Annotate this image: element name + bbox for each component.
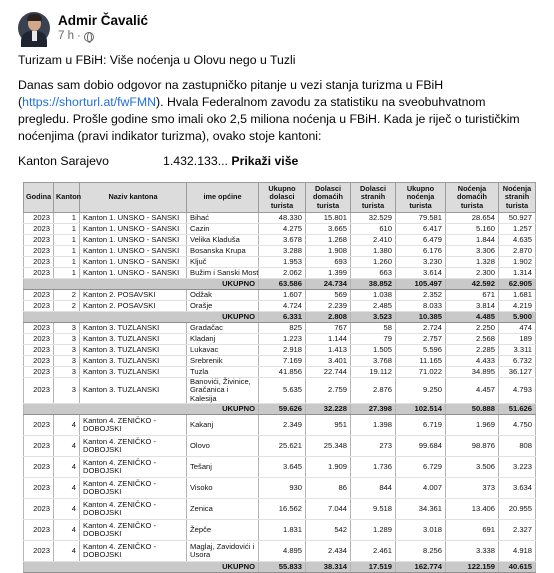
table-total-row: [24, 404, 536, 415]
table-cell: Kanton 1. UNSKO - SANSKI: [80, 235, 187, 246]
table-cell: 1.831: [259, 520, 306, 541]
table-cell: 4: [54, 499, 80, 520]
table-cell: Bosanska Krupa: [187, 246, 259, 257]
total-label: UKUPNO: [24, 404, 259, 415]
table-cell: 1.260: [351, 257, 396, 268]
table-cell: Kanton 1. UNSKO - SANSKI: [80, 268, 187, 279]
table-cell: 1.038: [351, 290, 396, 301]
table-cell: 36.127: [499, 367, 536, 378]
table-cell: 1.144: [306, 334, 351, 345]
total-cell: 32.228: [306, 404, 351, 415]
table-cell: 15.801: [306, 213, 351, 224]
table-cell: 99.684: [396, 436, 446, 457]
total-cell: 2.808: [306, 312, 351, 323]
table-cell: 2023: [24, 334, 54, 345]
table-cell: 2.759: [306, 378, 351, 404]
total-cell: 42.592: [446, 279, 499, 290]
total-cell: 5.900: [499, 312, 536, 323]
table-cell: 1.908: [306, 246, 351, 257]
table-cell: Kanton 4. ZENIČKO - DOBOJSKI: [80, 478, 187, 499]
table-cell: 3.814: [446, 301, 499, 312]
table-cell: 2023: [24, 378, 54, 404]
table-cell: 1.398: [351, 415, 396, 436]
table-cell: Visoko: [187, 478, 259, 499]
table-cell: 5.160: [446, 224, 499, 235]
table-body: [24, 213, 536, 573]
total-cell: 3.523: [351, 312, 396, 323]
see-more-link[interactable]: Prikaži više: [231, 154, 299, 168]
table-total-row: [24, 312, 536, 323]
table-row: [24, 224, 536, 235]
table-cell: Kanton 2. POSAVSKI: [80, 301, 187, 312]
total-cell: 50.888: [446, 404, 499, 415]
table-cell: 3: [54, 367, 80, 378]
table-cell: 7.169: [259, 356, 306, 367]
table-row: [24, 436, 536, 457]
author-block: [58, 12, 148, 44]
total-cell: 38.314: [306, 562, 351, 573]
table-row: [24, 246, 536, 257]
table-cell: 2: [54, 301, 80, 312]
table-cell: 3.678: [259, 235, 306, 246]
table-cell: 4: [54, 541, 80, 562]
table-cell: 3.018: [396, 520, 446, 541]
table-cell: 3: [54, 345, 80, 356]
table-cell: 2023: [24, 367, 54, 378]
table-cell: 2023: [24, 224, 54, 235]
table-cell: 3.634: [499, 478, 536, 499]
table-cell: 3.338: [446, 541, 499, 562]
table-cell: Kanton 3. TUZLANSKI: [80, 378, 187, 404]
table-header-cell: Ukupno noćenja turista: [396, 183, 446, 213]
table-cell: 1.328: [446, 257, 499, 268]
table-cell: 34.361: [396, 499, 446, 520]
table-cell: 41.856: [259, 367, 306, 378]
table-header-row: [24, 183, 536, 213]
table-row: [24, 345, 536, 356]
table-cell: 1.505: [351, 345, 396, 356]
table-cell: 1.681: [499, 290, 536, 301]
table-cell: 48.330: [259, 213, 306, 224]
table-cell: 4.635: [499, 235, 536, 246]
total-cell: 102.514: [396, 404, 446, 415]
table-cell: 4.793: [499, 378, 536, 404]
table-cell: 1.289: [351, 520, 396, 541]
table-cell: 6.417: [396, 224, 446, 235]
post-text: [18, 52, 538, 170]
table-cell: 3: [54, 334, 80, 345]
total-cell: 6.331: [259, 312, 306, 323]
table-cell: Velika Kladuša: [187, 235, 259, 246]
table-cell: 2.870: [499, 246, 536, 257]
table-header-cell: Godina: [24, 183, 54, 213]
table-cell: 4.007: [396, 478, 446, 499]
table-cell: 4.219: [499, 301, 536, 312]
table-cell: 3.306: [446, 246, 499, 257]
table-cell: Kanton 3. TUZLANSKI: [80, 334, 187, 345]
table-row: [24, 257, 536, 268]
table-cell: 2.250: [446, 323, 499, 334]
table-cell: 930: [259, 478, 306, 499]
table-row: [24, 541, 536, 562]
table-cell: Kanton 3. TUZLANSKI: [80, 345, 187, 356]
table-cell: Kanton 1. UNSKO - SANSKI: [80, 246, 187, 257]
table-header-cell: Dolasci domaćih turista: [306, 183, 351, 213]
table-cell: 8.033: [396, 301, 446, 312]
table-cell: 2.300: [446, 268, 499, 279]
table-cell: Kanton 1. UNSKO - SANSKI: [80, 257, 187, 268]
table-cell: 28.654: [446, 213, 499, 224]
table-row: [24, 457, 536, 478]
table-cell: 7.044: [306, 499, 351, 520]
table-cell: Kanton 4. ZENIČKO - DOBOJSKI: [80, 415, 187, 436]
table-cell: 2023: [24, 457, 54, 478]
table-cell: 273: [351, 436, 396, 457]
table-row: [24, 301, 536, 312]
table-cell: 2.876: [351, 378, 396, 404]
table-row: [24, 378, 536, 404]
table-cell: 1.844: [446, 235, 499, 246]
table-cell: 9.250: [396, 378, 446, 404]
table-cell: 2.352: [396, 290, 446, 301]
table-cell: 32.529: [351, 213, 396, 224]
table-cell: 86: [306, 478, 351, 499]
table-cell: 3: [54, 323, 80, 334]
table-row: [24, 356, 536, 367]
total-label: UKUPNO: [24, 312, 259, 323]
table-cell: 610: [351, 224, 396, 235]
table-cell: Banovići, Živinice, Gračanica i Kalesija: [187, 378, 259, 404]
table-cell: 2023: [24, 246, 54, 257]
table-cell: 2.568: [446, 334, 499, 345]
table-cell: 58: [351, 323, 396, 334]
table-cell: 2023: [24, 257, 54, 268]
table-cell: Ključ: [187, 257, 259, 268]
table-cell: 1.223: [259, 334, 306, 345]
table-cell: 2023: [24, 290, 54, 301]
total-cell: 105.497: [396, 279, 446, 290]
post-photo[interactable]: [18, 178, 536, 572]
table-cell: 767: [306, 323, 351, 334]
table-cell: 6.176: [396, 246, 446, 257]
table-cell: 71.022: [396, 367, 446, 378]
table-cell: 1.413: [306, 345, 351, 356]
table-cell: 2.239: [306, 301, 351, 312]
paragraph-rest: ). Hvala Federalnom zavodu za statistiku na sveobuhvatnom pregledu. Prošle godine smo imali oko 2,5 miliona noćenja u FBiH. Kada je riječ o turističkim noćenjima (pravi indikator turizma), ovako stoje kantoni:: [18, 95, 520, 143]
table-cell: 4.457: [446, 378, 499, 404]
table-cell: 2.724: [396, 323, 446, 334]
author-name[interactable]: Admir Čavalić: [58, 13, 149, 28]
shorturl-link[interactable]: https://shorturl.at/fwFMN: [22, 95, 157, 109]
table-cell: 4: [54, 520, 80, 541]
table-cell: 3.230: [396, 257, 446, 268]
table-cell: 22.744: [306, 367, 351, 378]
table-cell: 1.736: [351, 457, 396, 478]
table-cell: 2: [54, 290, 80, 301]
table-cell: 1: [54, 224, 80, 235]
table-row: [24, 334, 536, 345]
table-cell: Gradačac: [187, 323, 259, 334]
post-time[interactable]: 7 h: [58, 30, 74, 42]
table-cell: 1.399: [306, 268, 351, 279]
table-header-cell: Ukupno dolasci turista: [259, 183, 306, 213]
table-cell: 1.314: [499, 268, 536, 279]
table-cell: 2.062: [259, 268, 306, 279]
total-label: UKUPNO: [24, 279, 259, 290]
table-cell: 2.349: [259, 415, 306, 436]
table-cell: 2.757: [396, 334, 446, 345]
total-cell: 40.615: [499, 562, 536, 573]
table-cell: 4: [54, 436, 80, 457]
table-cell: Žepče: [187, 520, 259, 541]
table-cell: 1.607: [259, 290, 306, 301]
table-cell: Cazin: [187, 224, 259, 235]
table-cell: 2.918: [259, 345, 306, 356]
total-cell: 24.734: [306, 279, 351, 290]
table-cell: Kanton 4. ZENIČKO - DOBOJSKI: [80, 457, 187, 478]
total-cell: 4.485: [446, 312, 499, 323]
table-row: [24, 213, 536, 224]
table-cell: Zenica: [187, 499, 259, 520]
table-cell: 671: [446, 290, 499, 301]
table-cell: Kanton 3. TUZLANSKI: [80, 323, 187, 334]
table-cell: 6.479: [396, 235, 446, 246]
table-cell: 474: [499, 323, 536, 334]
table-cell: 1.909: [306, 457, 351, 478]
table-cell: Kanton 3. TUZLANSKI: [80, 367, 187, 378]
table-cell: 1.902: [499, 257, 536, 268]
table-cell: 1: [54, 235, 80, 246]
table-cell: Tešanj: [187, 457, 259, 478]
table-cell: 4: [54, 415, 80, 436]
table-total-row: [24, 279, 536, 290]
table-cell: 663: [351, 268, 396, 279]
globe-icon[interactable]: [84, 32, 94, 42]
table-cell: 1.953: [259, 257, 306, 268]
table-cell: 3.645: [259, 457, 306, 478]
paragraph-text: Danas sam dobio odgovor na zastupničko pitanje u vezi stanja turizma u FBiH (: [18, 78, 444, 109]
table-cell: 569: [306, 290, 351, 301]
table-cell: 11.165: [396, 356, 446, 367]
table-cell: 2023: [24, 213, 54, 224]
table-cell: Kakanj: [187, 415, 259, 436]
table-cell: 4.895: [259, 541, 306, 562]
table-cell: 98.876: [446, 436, 499, 457]
table-cell: 2.327: [499, 520, 536, 541]
table-cell: 2023: [24, 520, 54, 541]
table-cell: Kanton 4. ZENIČKO - DOBOJSKI: [80, 499, 187, 520]
total-cell: 59.626: [259, 404, 306, 415]
total-cell: 63.586: [259, 279, 306, 290]
table-cell: 2023: [24, 356, 54, 367]
table-cell: 4.750: [499, 415, 536, 436]
table-cell: 3.614: [396, 268, 446, 279]
table-cell: 2023: [24, 235, 54, 246]
table-cell: 373: [446, 478, 499, 499]
table-header-cell: Noćenja stranih turista: [499, 183, 536, 213]
table-cell: 4.918: [499, 541, 536, 562]
table-cell: 844: [351, 478, 396, 499]
table-cell: 34.895: [446, 367, 499, 378]
table-cell: 5.596: [396, 345, 446, 356]
table-cell: 4: [54, 457, 80, 478]
post-header: [18, 8, 148, 48]
table-cell: Kanton 1. UNSKO - SANSKI: [80, 213, 187, 224]
table-cell: 20.955: [499, 499, 536, 520]
table-cell: 5.635: [259, 378, 306, 404]
total-cell: 122.159: [446, 562, 499, 573]
table-row: [24, 290, 536, 301]
tourism-table: [23, 182, 536, 573]
kanton-label: Kanton Sarajevo: [18, 154, 109, 168]
table-cell: Tuzla: [187, 367, 259, 378]
table-cell: 2023: [24, 301, 54, 312]
table-header-cell: Dolasci stranih turista: [351, 183, 396, 213]
table-cell: 1: [54, 257, 80, 268]
meta-separator: ·: [77, 30, 81, 42]
table-row: [24, 520, 536, 541]
table-cell: 1.257: [499, 224, 536, 235]
table-row: [24, 268, 536, 279]
table-cell: 2023: [24, 541, 54, 562]
table-row: [24, 415, 536, 436]
table-cell: Kanton 4. ZENIČKO - DOBOJSKI: [80, 541, 187, 562]
table-cell: 3.288: [259, 246, 306, 257]
table-cell: 1.268: [306, 235, 351, 246]
table-cell: Kanton 3. TUZLANSKI: [80, 356, 187, 367]
table-cell: 693: [306, 257, 351, 268]
table-cell: 4: [54, 478, 80, 499]
table-header-cell: Kanton: [54, 183, 80, 213]
total-label: UKUPNO: [24, 562, 259, 573]
table-cell: 808: [499, 436, 536, 457]
table-cell: 2023: [24, 436, 54, 457]
kanton-line: [18, 153, 538, 170]
table-cell: 4.275: [259, 224, 306, 235]
table-cell: Kanton 1. UNSKO - SANSKI: [80, 224, 187, 235]
table-cell: 6.719: [396, 415, 446, 436]
table-cell: 2.434: [306, 541, 351, 562]
table-cell: Olovo: [187, 436, 259, 457]
table-cell: 951: [306, 415, 351, 436]
table-cell: Srebrenik: [187, 356, 259, 367]
table-cell: 542: [306, 520, 351, 541]
table-total-row: [24, 562, 536, 573]
table-cell: 1: [54, 268, 80, 279]
table-cell: Odžak: [187, 290, 259, 301]
table-cell: 6.732: [499, 356, 536, 367]
table-header-cell: ime općine: [187, 183, 259, 213]
table-row: [24, 499, 536, 520]
table-cell: 2023: [24, 415, 54, 436]
table-cell: Kladanj: [187, 334, 259, 345]
table-cell: 3.768: [351, 356, 396, 367]
table-cell: 16.562: [259, 499, 306, 520]
table-cell: 2023: [24, 345, 54, 356]
table-cell: 2023: [24, 478, 54, 499]
table-cell: 825: [259, 323, 306, 334]
table-cell: 1: [54, 213, 80, 224]
table-cell: 50.927: [499, 213, 536, 224]
table-cell: Bužim i Sanski Most: [187, 268, 259, 279]
total-cell: 10.385: [396, 312, 446, 323]
table-cell: 8.256: [396, 541, 446, 562]
avatar[interactable]: [18, 12, 50, 44]
table-cell: 9.518: [351, 499, 396, 520]
table-cell: Kanton 4. ZENIČKO - DOBOJSKI: [80, 520, 187, 541]
table-cell: 189: [499, 334, 536, 345]
total-cell: 51.626: [499, 404, 536, 415]
table-cell: Orašje: [187, 301, 259, 312]
table-cell: 2.285: [446, 345, 499, 356]
table-cell: 2023: [24, 499, 54, 520]
table-cell: 3.506: [446, 457, 499, 478]
table-cell: 4.433: [446, 356, 499, 367]
total-cell: 62.905: [499, 279, 536, 290]
table-header-cell: Naziv kantona: [80, 183, 187, 213]
total-cell: 162.774: [396, 562, 446, 573]
table-header-cell: Noćenja domaćih turista: [446, 183, 499, 213]
table-cell: 3.401: [306, 356, 351, 367]
table-row: [24, 323, 536, 334]
table-cell: 3: [54, 356, 80, 367]
table-cell: 3: [54, 378, 80, 404]
table-cell: Lukavac: [187, 345, 259, 356]
table-cell: 6.729: [396, 457, 446, 478]
table-cell: 25.621: [259, 436, 306, 457]
kanton-value: 1.432.133...: [163, 154, 228, 168]
table-cell: 3.665: [306, 224, 351, 235]
table-cell: 2023: [24, 268, 54, 279]
table-cell: Maglaj, Zavidovići i Usora: [187, 541, 259, 562]
table-cell: 19.112: [351, 367, 396, 378]
table-row: [24, 235, 536, 246]
table-cell: 25.348: [306, 436, 351, 457]
table-cell: 79.581: [396, 213, 446, 224]
table-cell: 2.461: [351, 541, 396, 562]
table-cell: 13.406: [446, 499, 499, 520]
post-meta: [58, 29, 148, 44]
table-cell: 3.223: [499, 457, 536, 478]
total-cell: 17.519: [351, 562, 396, 573]
table-cell: Bihać: [187, 213, 259, 224]
table-cell: Kanton 4. ZENIČKO - DOBOJSKI: [80, 436, 187, 457]
table-cell: 2.410: [351, 235, 396, 246]
total-cell: 38.852: [351, 279, 396, 290]
table-cell: 1.969: [446, 415, 499, 436]
table-row: [24, 478, 536, 499]
total-cell: 55.833: [259, 562, 306, 573]
table-cell: Kanton 2. POSAVSKI: [80, 290, 187, 301]
post-headline: Turizam u FBiH: Više noćenja u Olovu nego u Tuzli: [18, 53, 296, 67]
table-cell: 2023: [24, 323, 54, 334]
table-cell: 2.485: [351, 301, 396, 312]
table-cell: 79: [351, 334, 396, 345]
total-cell: 27.398: [351, 404, 396, 415]
table-cell: 1.380: [351, 246, 396, 257]
table-cell: 4.724: [259, 301, 306, 312]
post-paragraph: [18, 77, 538, 145]
table-row: [24, 367, 536, 378]
table-cell: 1: [54, 246, 80, 257]
table-cell: 3.311: [499, 345, 536, 356]
table-cell: 691: [446, 520, 499, 541]
